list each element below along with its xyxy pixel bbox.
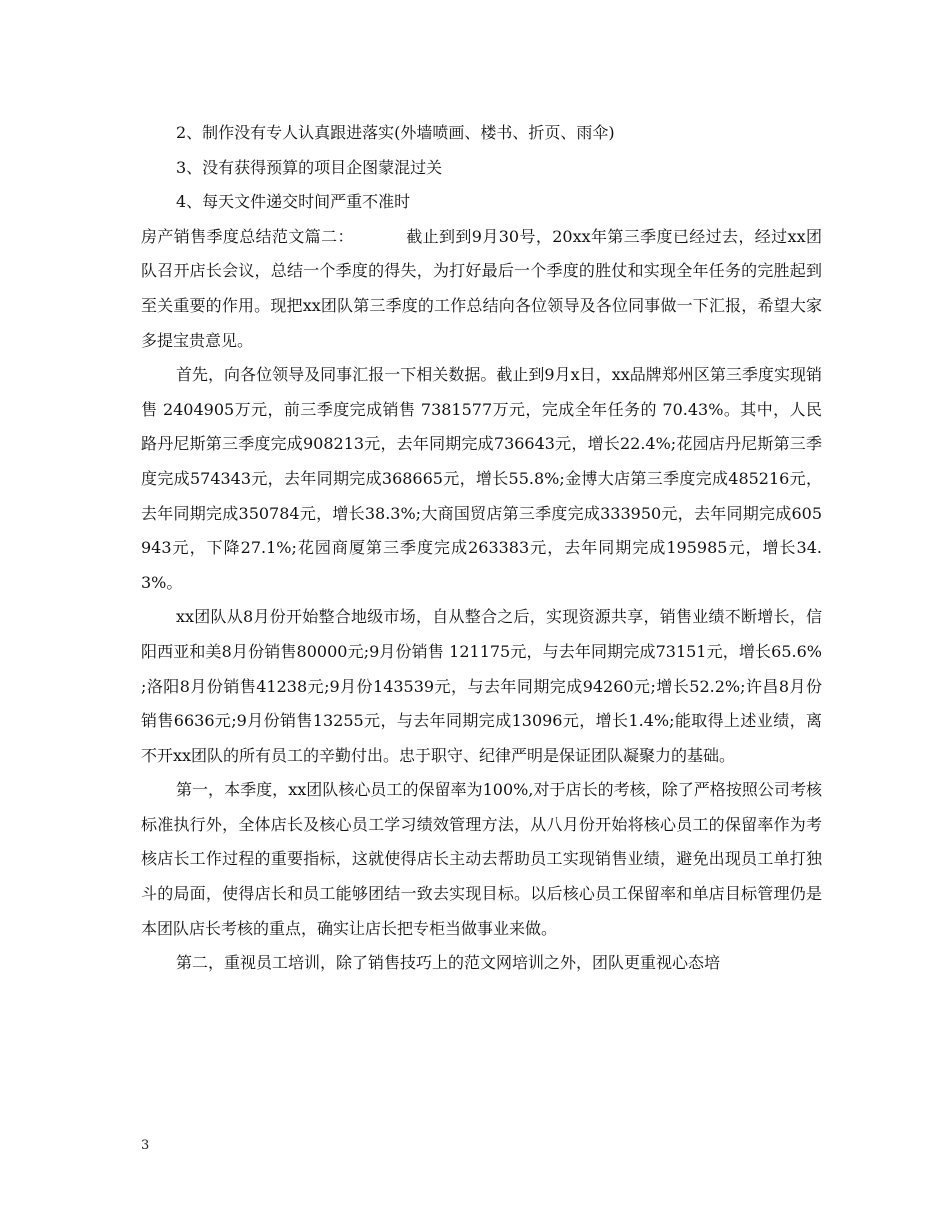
- page-number: 3: [141, 1138, 150, 1153]
- section-title: 房产销售季度总结范文篇二：: [141, 226, 354, 246]
- list-item: 3、没有获得预算的项目企图蒙混过关: [176, 157, 443, 177]
- body-paragraph: xx团队从8月份开始整合地级市场，自从整合之后，实现资源共享，销售业绩不断增长，信阳西亚和美8月份销售80000元;9月份销售 121175元，与去年同期完成73151元，增长65.6% ;洛阳8月份销售41238元;9月份143539元，与去年同期完成94260元;增长52.2%;许昌8月份销售6636元;9月份销售13255元，与去年同期完成13096元，增长1.4%;能取得上述业绩，离不开xx团队的所有员工的辛勤付出。忠于职守、纪律严明是保证团队凝聚力的基础。: [141, 607, 822, 765]
- section-paragraph: [141, 220, 822, 358]
- list-item: 2、制作没有专人认真跟进落实(外墙喷画、楼书、折页、雨伞): [176, 123, 615, 142]
- list-item: 4、每天文件递交时间严重不准时: [176, 192, 411, 212]
- body-paragraph: 第一，本季度，xx团队核心员工的保留率为100%,对于店长的考核，除了严格按照公司考核标准执行外，全体店长及核心员工学习绩效管理方法，从八月份开始将核心员工的保留率作为考核店长工作过程的重要指标，这就使得店长主动去帮助员工实现销售业绩，避免出现员工单打独斗的局面，使得店长和员工能够团结一致去实现目标。以后核心员工保留率和单店目标管理仍是本团队店长考核的重点，确实让店长把专柜当做事业来做。: [141, 780, 822, 938]
- body-paragraph: 首先，向各位领导及同事汇报一下相关数据。截止到9月x日，xx品牌郑州区第三季度实现销售 2404905万元，前三季度完成销售 7381577万元，完成全年任务的 70.43%。其中，人民路丹尼斯第三季度完成908213元，去年同期完成736643元，增长22.4%;花园店丹尼斯第三季度完成574343元，去年同期完成368665元，增长55.8%;金博大店第三季度完成485216元，去年同期完成350784元，增长38.3%;大商国贸店第三季度完成333950元，去年同期完成605943元，下降27.1%;花园商厦第三季度完成263383元，去年同期完成195985元，增长34.3%。: [141, 365, 822, 592]
- intro-paragraph: 截止到到9月30号，20xx年第三季度已经过去，经过xx团队召开店长会议，总结一个季度的得失，为打好最后一个季度的胜仗和实现全年任务的完胜起到至关重要的作用。现把xx团队第三季度的工作总结向各位领导及各位同事做一下汇报，希望大家多提宝贵意见。: [141, 226, 822, 350]
- document-body: [141, 116, 822, 981]
- body-paragraph: 第二，重视员工培训，除了销售技巧上的范文网培训之外，团队更重视心态培: [176, 953, 721, 973]
